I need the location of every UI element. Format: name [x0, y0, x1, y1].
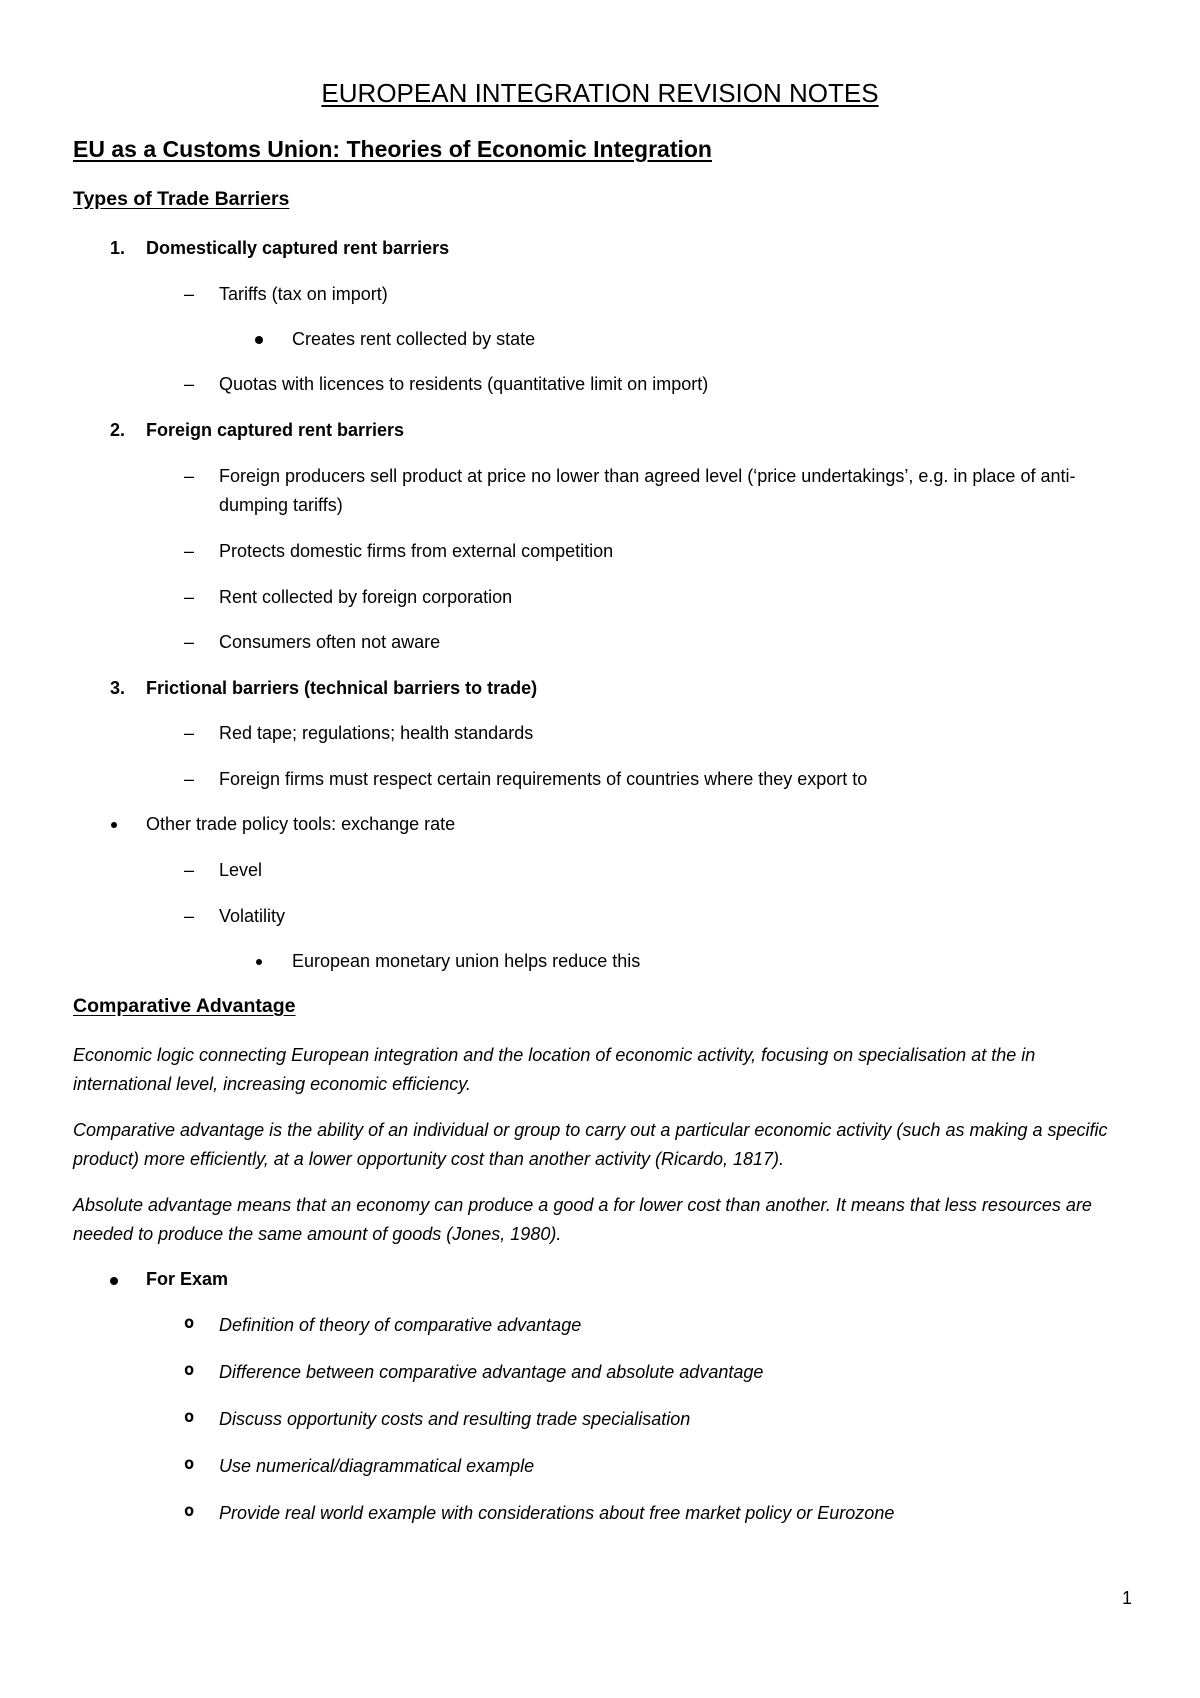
section-heading: EU as a Customs Union: Theories of Economic Integration	[73, 136, 712, 162]
exam-item: Definition of theory of comparative advantage	[219, 1315, 582, 1335]
level-item: Level	[219, 860, 263, 880]
dash-marker: –	[184, 466, 195, 486]
quotas-item: Quotas with licences to residents (quantitative limit on import)	[219, 374, 709, 394]
price-undertakings-item: Foreign producers sell product at price no lower than agreed level (‘price undertakings’, e.g. in place of anti-dumping tariffs)	[219, 466, 1076, 515]
dash-marker: –	[184, 587, 195, 607]
tariffs-item: Tariffs (tax on import)	[219, 284, 388, 304]
dash-marker: –	[184, 860, 195, 880]
exam-item: Discuss opportunity costs and resulting trade specialisation	[219, 1409, 691, 1429]
dash-marker: –	[184, 769, 195, 789]
circle-bullet: o	[184, 1454, 195, 1474]
circle-bullet: o	[184, 1501, 195, 1521]
for-exam-label: For Exam	[146, 1269, 229, 1289]
protects-domestic-item: Protects domestic firms from external competition	[219, 541, 614, 561]
bullet-dot	[111, 822, 117, 828]
dash-marker: –	[184, 284, 195, 304]
other-tools-item: Other trade policy tools: exchange rate	[146, 814, 456, 834]
trade-barriers-heading: Types of Trade Barriers	[73, 188, 290, 210]
paragraph-absolute-advantage: Absolute advantage means that an economy can produce a good a for lower cost than another. It means that less resources are needed to produce the same amount of goods (Jones, 1980).	[73, 1195, 1092, 1244]
foreign-firms-item: Foreign firms must respect certain requirements of countries where they export to	[219, 769, 868, 789]
circle-bullet: o	[184, 1313, 195, 1333]
dash-marker: –	[184, 906, 195, 926]
exam-item: Provide real world example with considerations about free market policy or Eurozone	[219, 1503, 895, 1523]
bullet-dot	[255, 336, 263, 344]
paragraph-economic-logic: Economic logic connecting European integration and the location of economic activity, focusing on specialisation at the in international level, increasing economic efficiency.	[73, 1045, 1036, 1094]
comparative-advantage-heading: Comparative Advantage	[73, 995, 296, 1017]
red-tape-item: Red tape; regulations; health standards	[219, 723, 534, 743]
item-number-2: 2.	[110, 420, 126, 440]
volatility-item: Volatility	[219, 906, 286, 926]
dash-marker: –	[184, 632, 195, 652]
item-label-frictional: Frictional barriers (technical barriers to trade)	[146, 678, 538, 698]
bullet-dot	[110, 1277, 118, 1285]
rent-foreign-item: Rent collected by foreign corporation	[219, 587, 513, 607]
bullet-dot	[256, 959, 262, 965]
item-number-3: 3.	[110, 678, 126, 698]
paragraph-comparative-definition: Comparative advantage is the ability of an individual or group to carry out a particular economic activity (such as making a specific product) more efficiently, at a lower opportunity cost than another activity (Ricardo, 1817).	[73, 1120, 1108, 1169]
exam-item: Difference between comparative advantage and absolute advantage	[219, 1362, 764, 1382]
document-title: EUROPEAN INTEGRATION REVISION NOTES	[321, 78, 879, 108]
monetary-union-item: European monetary union helps reduce this	[292, 951, 641, 971]
consumers-item: Consumers often not aware	[219, 632, 441, 652]
exam-item: Use numerical/diagrammatical example	[219, 1456, 535, 1476]
page-number: 1	[1121, 1588, 1132, 1608]
dash-marker: –	[184, 541, 195, 561]
dash-marker: –	[184, 723, 195, 743]
circle-bullet: o	[184, 1360, 195, 1380]
item-number-1: 1.	[110, 238, 126, 258]
circle-bullet: o	[184, 1407, 195, 1427]
item-label-domestic-rent: Domestically captured rent barriers	[146, 238, 450, 258]
dash-marker: –	[184, 374, 195, 394]
item-label-foreign-rent: Foreign captured rent barriers	[146, 420, 405, 440]
tariffs-subitem: Creates rent collected by state	[292, 329, 536, 349]
